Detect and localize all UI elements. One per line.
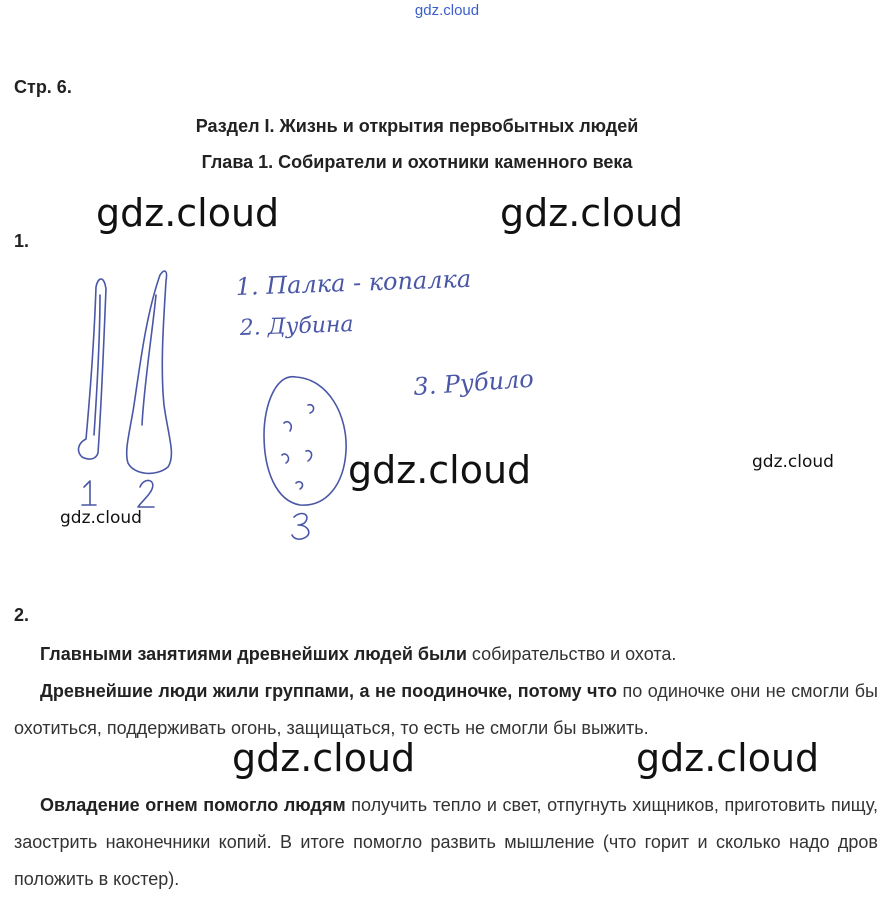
watermark: gdz.cloud — [232, 736, 416, 780]
site-link[interactable]: gdz.cloud — [414, 2, 480, 19]
figure-number-3 — [292, 514, 309, 540]
watermark: gdz.cloud — [500, 191, 684, 235]
section-title: Раздел I. Жизнь и открытия первобытных людей — [195, 116, 639, 136]
answer-bold-3: Овладение огнем помогло людям — [40, 795, 346, 815]
question-1-number: 1. — [14, 231, 30, 251]
watermark: gdz.cloud — [348, 448, 532, 492]
page-label: Стр. 6. — [14, 77, 72, 97]
watermark: gdz.cloud — [96, 191, 280, 235]
watermark: gdz.cloud — [752, 452, 834, 472]
tool-label-3: 3. Рубило — [412, 364, 535, 401]
stone-age-tools-drawing — [60, 255, 620, 545]
answer-paragraph-3 — [14, 787, 878, 898]
watermark: gdz.cloud — [636, 736, 820, 780]
answer-bold-1: Главными занятиями древнейших людей были — [40, 644, 467, 664]
answer-text-2: по одиночке они не смогли бы охотиться, поддерживать огонь, защищаться, то есть не смогли бы выжить. — [14, 681, 878, 738]
answer-bold-2: Древнейшие люди жили группами, а не поодиночке, потому что — [40, 681, 618, 701]
answer-text-1: собирательство и охота. — [466, 644, 677, 664]
chapter-title: Глава 1. Собиратели и охотники каменного века — [201, 152, 633, 172]
hand-axe-sketch — [264, 377, 346, 505]
club-sketch — [127, 271, 172, 473]
watermark: gdz.cloud — [60, 508, 142, 528]
figure-number-2 — [138, 480, 154, 507]
tool-label-1: 1. Палка - копалка — [235, 264, 472, 301]
digging-stick-sketch — [79, 279, 106, 459]
answer-paragraph-1 — [14, 636, 878, 673]
figure-number-1 — [82, 481, 96, 505]
tool-label-2: 2. Дубина — [239, 312, 354, 341]
answer-text-3: получить тепло и свет, отпугнуть хищников, приготовить пищу, заострить наконечники копий. В итоге помогло развить мышление (что горит и сколько надо дров положить в костер). — [14, 795, 879, 889]
question-2-number: 2. — [14, 605, 30, 625]
